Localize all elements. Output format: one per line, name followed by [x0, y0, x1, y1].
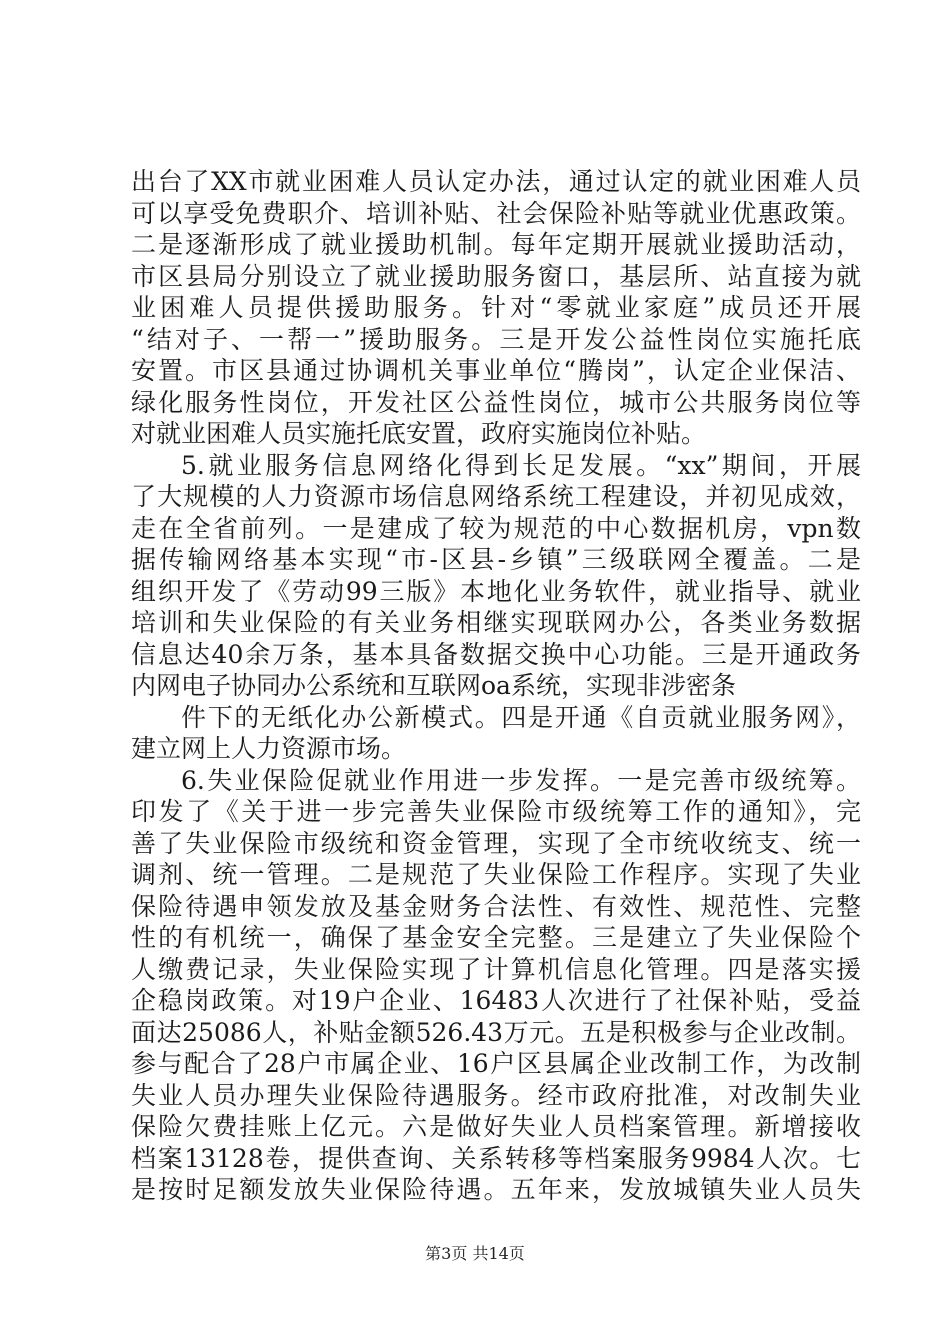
- text-line: 对就业困难人员实施托底安置，政府实施岗位补贴。: [131, 419, 707, 448]
- text-line: 性的有机统一，确保了基金安全完整。三是建立了失业保险个: [131, 923, 861, 952]
- text-line: 走在全省前列。一是建成了较为规范的中心数据机房，vpn数: [131, 513, 861, 543]
- text-line: “结对子、一帮一”援助服务。三是开发公益性岗位实施托底: [131, 324, 861, 354]
- paragraph-start-line: 6.失业保险促就业作用进一步发挥。一是完善市级统筹。: [181, 765, 861, 795]
- page-number-footer: 第3页 共14页: [425, 1244, 525, 1263]
- text-line: 失业人员办理失业保险待遇服务。经市政府批准，对改制失业: [131, 1080, 861, 1110]
- text-line: 人缴费记录，失业保险实现了计算机信息化管理。四是落实援: [131, 954, 861, 984]
- text-line: 企稳岗政策。对19户企业、16483人次进行了社保补贴，受益: [131, 986, 861, 1015]
- text-line: 调剂、统一管理。二是规范了失业保险工作程序。实现了失业: [131, 860, 861, 889]
- text-line: 二是逐渐形成了就业援助机制。每年定期开展就业援助活动，: [131, 230, 861, 259]
- paragraph-start-line: 件下的无纸化办公新模式。四是开通《自贡就业服务网》，: [181, 702, 861, 732]
- text-line: 保险欠费挂账上亿元。六是做好失业人员档案管理。新增接收: [131, 1112, 861, 1141]
- text-line: 保险待遇申领发放及基金财务合法性、有效性、规范性、完整: [131, 891, 861, 921]
- text-line: 培训和失业保险的有关业务相继实现联网办公，各类业务数据: [131, 608, 861, 637]
- text-line: 档案13128卷，提供查询、关系转移等档案服务9984人次。七: [131, 1143, 861, 1173]
- text-line: 内网电子协同办公系统和互联网oa系统，实现非涉密条: [131, 671, 736, 700]
- text-line: 市区县局分别设立了就业援助服务窗口，基层所、站直接为就: [131, 261, 861, 291]
- text-line: 是按时足额发放失业保险待遇。五年来，发放城镇失业人员失: [131, 1175, 861, 1204]
- text-line: 业困难人员提供援助服务。针对“零就业家庭”成员还开展: [131, 293, 861, 322]
- paragraph-start-line: 5.就业服务信息网络化得到长足发展。“xx”期间，开展: [181, 450, 861, 480]
- text-line: 组织开发了《劳动99三版》本地化业务软件，就业指导、就业: [131, 576, 861, 606]
- text-line: 参与配合了28户市属企业、16户区县属企业改制工作，为改制: [131, 1049, 861, 1078]
- text-line: 建立网上人力资源市场。: [131, 734, 407, 763]
- text-line: 了大规模的人力资源市场信息网络系统工程建设，并初见成效，: [131, 482, 861, 511]
- text-line: 出台了XX市就业困难人员认定办法，通过认定的就业困难人员: [131, 167, 861, 196]
- text-line: 善了失业保险市级统和资金管理，实现了全市统收统支、统一: [131, 828, 861, 858]
- text-line: 印发了《关于进一步完善失业保险市级统筹工作的通知》，完: [131, 797, 861, 826]
- text-line: 据传输网络基本实现“市-区县-乡镇”三级联网全覆盖。二是: [131, 545, 861, 574]
- text-line: 可以享受免费职介、培训补贴、社会保险补贴等就业优惠政策。: [131, 198, 861, 228]
- body-text: [131, 166, 861, 1206]
- text-line: 安置。市区县通过协调机关事业单位“腾岗”，认定企业保洁、: [131, 356, 861, 385]
- text-line: 面达25086人，补贴金额526.43万元。五是积极参与企业改制。: [131, 1017, 861, 1047]
- text-line: 信息达40余万条，基本具备数据交换中心功能。三是开通政务: [131, 639, 861, 669]
- text-line: 绿化服务性岗位，开发社区公益性岗位，城市公共服务岗位等: [131, 387, 861, 417]
